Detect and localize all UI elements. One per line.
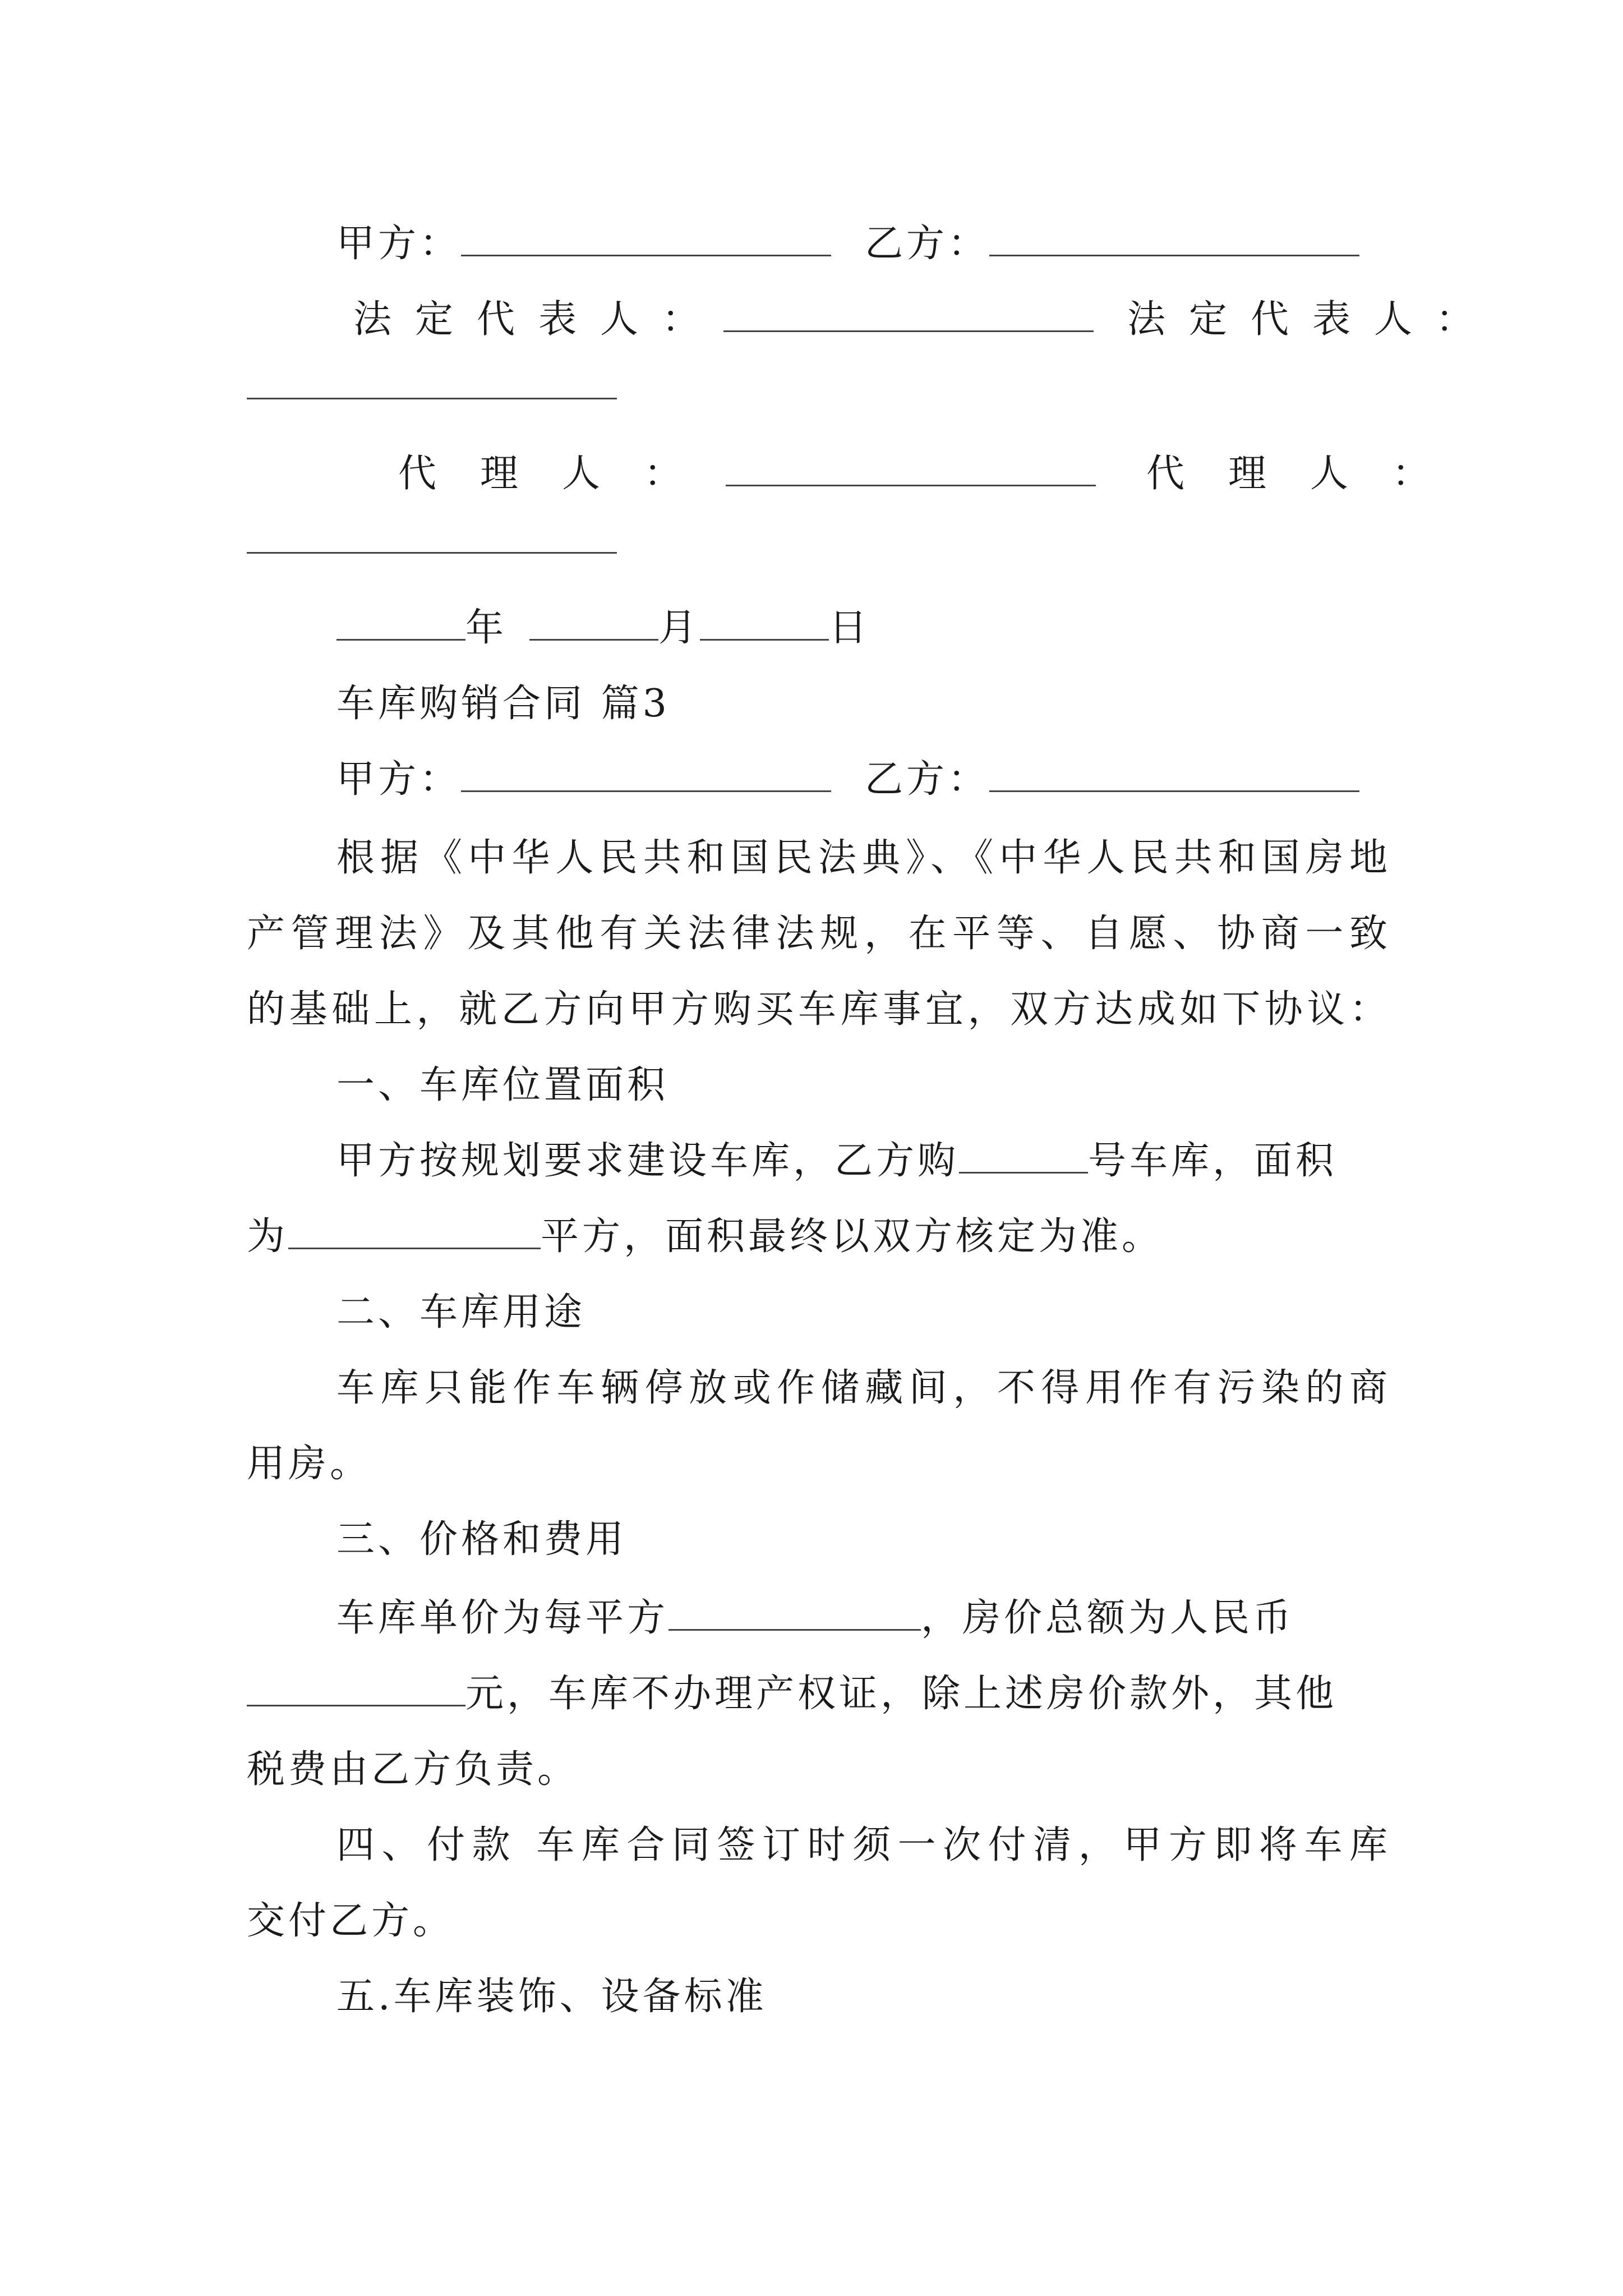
sig1-agent-row: [336, 446, 1474, 502]
sig1-legal-rep-b-blank-row: [247, 359, 1391, 415]
sig1-agent-a-blank: [726, 451, 1096, 486]
total-price-blank: [247, 1671, 465, 1706]
sig1-date-row: [336, 600, 1391, 656]
sig2-party-row: [336, 752, 1391, 808]
sig1-agent-b-blank-row: [247, 513, 1391, 569]
sig2-party-a-blank: [461, 757, 831, 792]
section-2-heading: 二、车库用途: [336, 1290, 586, 1335]
section-1-text-a: 甲方按规划要求建设车库，乙方购: [336, 1139, 960, 1183]
section-1-text-b: 号车库，面积: [1088, 1139, 1338, 1183]
garage-number-blank: [959, 1138, 1088, 1174]
section-3-line-1: [336, 1590, 1391, 1646]
year-blank: [336, 605, 465, 641]
section-1-heading: 一、车库位置面积: [336, 1063, 669, 1107]
section-3-line-3: 税费由乙方负责。: [247, 1747, 579, 1792]
section-3-heading: 三、价格和费用: [336, 1517, 628, 1562]
month-blank: [529, 605, 658, 641]
section-3-line-2: [247, 1666, 1391, 1722]
intro-line-1: 根据《中华人民共和国民法典》、《中华人民共和国房地: [336, 836, 1391, 880]
day-label: 日: [829, 606, 871, 650]
intro-line-2: 产管理法》及其他有关法律法规，在平等、自愿、协商一致: [247, 912, 1391, 956]
sig1-legal-rep-b-blank: [247, 370, 617, 399]
sig1-legal-rep-b-label: 法定代表人：: [1127, 297, 1498, 342]
section-4-line-2: 交付乙方。: [247, 1899, 455, 1943]
sig2-party-a-label: 甲方：: [336, 757, 462, 802]
section-1-text-d: 平方，面积最终以双方核定为准。: [541, 1214, 1164, 1259]
day-blank: [700, 605, 829, 641]
section-3-text-a: 车库单价为每平方: [336, 1596, 669, 1640]
sig1-party-a-label: 甲方：: [336, 222, 462, 266]
sig1-agent-b-label: 代理人：: [1146, 452, 1474, 496]
sig1-legal-rep-row: [336, 292, 1498, 348]
area-blank: [288, 1214, 541, 1249]
sig1-legal-rep-a-blank: [723, 297, 1094, 332]
sig1-party-b-blank: [989, 221, 1359, 256]
sig1-party-b-label: 乙方：: [865, 222, 990, 266]
section-1-line-2: [247, 1209, 1391, 1265]
sig2-party-b-blank: [989, 757, 1359, 792]
sig1-agent-a-label: 代理人：: [398, 452, 726, 496]
section-3-text-c: 元，车库不办理产权证，除上述房价款外，其他: [465, 1672, 1338, 1716]
section-4-line-1: 四、付款 车库合同签订时须一次付清，甲方即将车库: [336, 1823, 1391, 1867]
sig1-agent-b-blank: [247, 524, 617, 554]
section-1-line-1: [336, 1133, 1391, 1189]
sig1-legal-rep-a-label: 法定代表人：: [353, 297, 724, 342]
section-2-line-1: 车库只能作车辆停放或作储藏间，不得用作有污染的商: [336, 1366, 1391, 1410]
contract-title: 车库购销合同 篇3: [336, 682, 670, 726]
year-label: 年: [465, 606, 508, 650]
intro-line-3: 的基础上，就乙方向甲方购买车库事宜，双方达成如下协议：: [247, 987, 1391, 1032]
sig1-party-row: [336, 216, 1391, 272]
section-3-text-b: ，房价总额为人民币: [921, 1596, 1295, 1640]
unit-price-blank: [668, 1595, 921, 1631]
sig2-party-b-label: 乙方：: [865, 757, 990, 802]
section-2-line-2: 用房。: [247, 1442, 372, 1486]
sig1-party-a-blank: [461, 221, 831, 256]
section-5-heading: 五.车库装饰、设备标准: [336, 1975, 767, 2019]
month-label: 月: [658, 606, 700, 650]
section-1-text-c: 为: [247, 1214, 289, 1259]
